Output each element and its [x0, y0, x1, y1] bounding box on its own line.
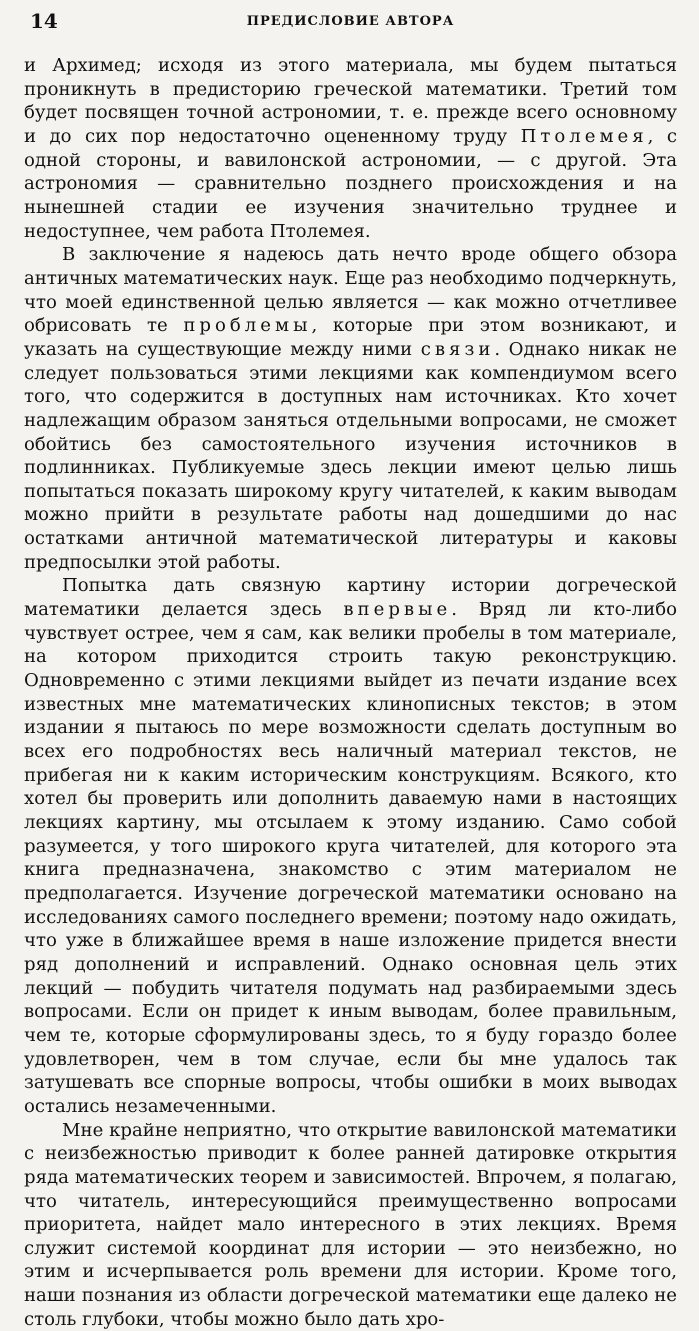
paragraph: [24, 54, 677, 243]
paragraph: [24, 1119, 677, 1331]
emphasized-text: впервые: [343, 599, 452, 621]
running-head: ПРЕДИСЛОВИЕ АВТОРА: [246, 14, 455, 29]
paragraph-text: В заключение я надеюсь дать нечто вроде общего обзора античных математических наук. Еще раз необходимо подчеркнуть, что моей единственной целью является — как можно отчетливее обрисовать те: [24, 244, 677, 337]
paragraph-text: , которые при этом возникают, и указать на существующие между ними: [24, 315, 677, 360]
paragraph-text: и Архимед; исходя из этого материала, мы будем пытаться проникнуть в предисторию греческой математики. Третий том будет посвящен точной астрономии, т. е. прежде всего основному и до сих пор недостаточно оцененному труду: [24, 55, 677, 147]
emphasized-text: Птолемея: [520, 125, 648, 147]
paragraph: [24, 574, 677, 1118]
page-header: [24, 8, 677, 36]
paragraph-text: , с одной стороны, и вавилонской астрономии, — с другой. Эта астрономия — сравнительно позднего происхождения и на нынешней стадии ее изучения значительно труднее и недоступнее, чем работа Птолемея.: [24, 125, 677, 242]
page-number: 14: [30, 9, 58, 33]
paragraph-text: Мне крайне неприятно, что открытие вавилонской математики с неизбежностью приводит к более ранней датировке открытия ряда математических теорем и зависимостей. Впрочем, я полагаю, что читатель, интересующийся преимущественно вопросами приоритета, найдет мало интересного в этих лекциях. Время служит системой координат для истории — это неизбежно, но этим и исчерпывается роль времени для истории. Кроме того, наши познания из области догреческой математики еще далеко не столь глубоки, чтобы можно было дать хро-: [24, 1119, 677, 1330]
emphasized-text: связи: [420, 338, 495, 360]
paragraph-text: . Вряд ли кто-либо чувствует острее, чем я сам, как велики пробелы в том материале, на котором приходится строить такую реконструкцию. Одновременно с этими лекциями выйдет из печати издание всех известных мне математических клинописных текстов; в этом издании я пытаюсь по мере возможности сделать доступным во всех его подробностях весь наличный материал текстов, не прибегая ни к каким историческим конструкциям. Всякого, кто хотел бы проверить или дополнить даваемую нами в настоящих лекциях картину, мы отсылаем к этому изданию. Само собой разумеется, у того широкого круга читателей, для которого эта книга предназначена, знакомство с этим материалом не предполагается. Изучение догреческой математики основано на исследованиях самого последнего времени; поэтому надо ожидать, что уже в ближайшее время в наше изложение придется внести ряд дополнений и исправлений. Однако основная цель этих лекций — побудить читателя подумать над разбираемыми здесь вопросами. Если он придет к иным выводам, более правильным, чем те, которые сформулированы здесь, то я буду гораздо более удовлетворен, чем в том случае, если бы мне удалось так затушевать все спорные вопросы, чтобы ошибки в моих выводах остались незамеченными.: [24, 599, 677, 1117]
paragraph: [24, 243, 677, 574]
body-text: [24, 54, 677, 1331]
paragraph-text: Попытка дать связную картину истории догреческой математики делается здесь: [24, 575, 677, 621]
paragraph-text: . Однако никак не следует пользоваться этими лекциями как компендиумом всего того, что содержится в доступных нам источниках. Кто хочет надлежащим образом заняться отдельными вопросами, не сможет обойтись без самостоятельного изучения источников в подлинниках. Публикуемые здесь лекции имеют целью лишь попытаться показать широкому кругу читателей, к каким выводам можно прийти в результате работы над дошедшими до нас остатками античной математической литературы и каковы предпосылки этой работы.: [24, 338, 677, 573]
emphasized-text: проблемы: [183, 315, 312, 337]
